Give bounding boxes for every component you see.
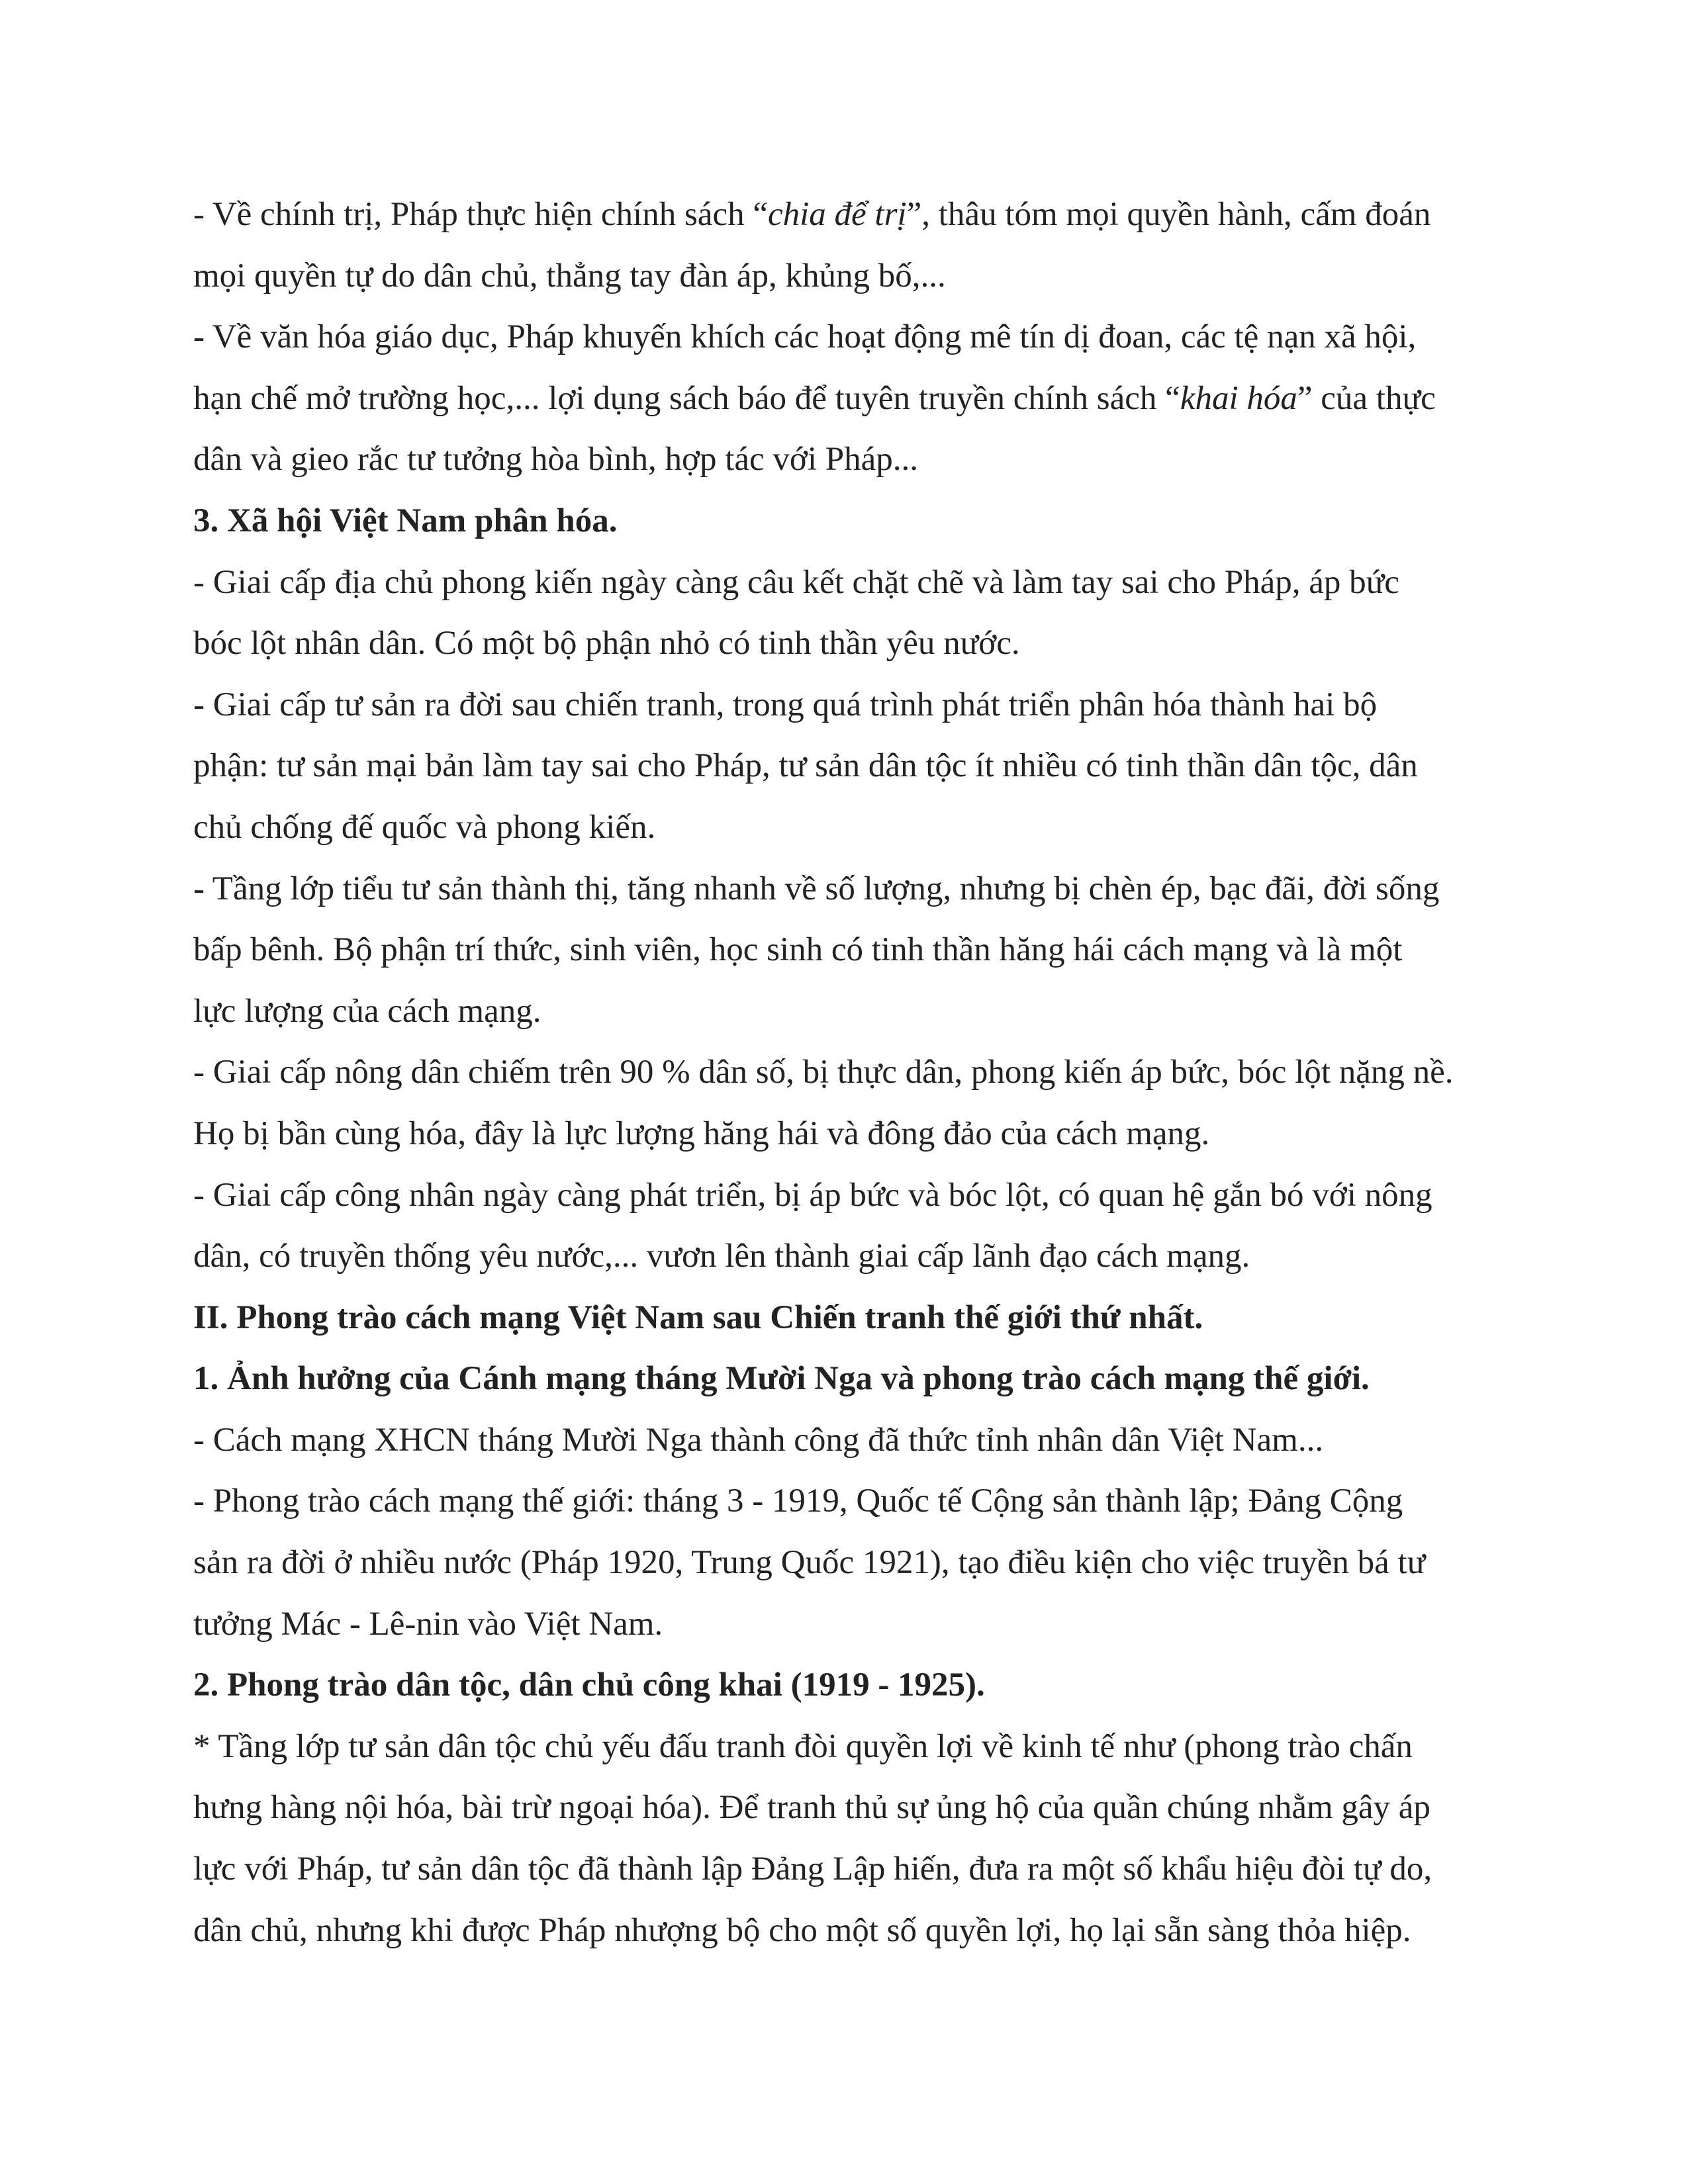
line-text: * Tầng lớp tư sản dân tộc chủ yếu đấu tranh đòi quyền lợi về kinh tế như (phong trào chấn bbox=[193, 1727, 1413, 1765]
line-text: - Về chính trị, Pháp thực hiện chính sách “ bbox=[193, 196, 768, 233]
text-line-28 bbox=[193, 1839, 1501, 1900]
line-text: hạn chế mở trường học,... lợi dụng sách báo để tuyên truyền chính sách “ bbox=[193, 379, 1180, 417]
line-text: 2. Phong trào dân tộc, dân chủ công khai (1919 - 1925). bbox=[193, 1666, 985, 1704]
line-text: - Tầng lớp tiểu tư sản thành thị, tăng nhanh về số lượng, nhưng bị chèn ép, bạc đãi, đời sống bbox=[193, 870, 1440, 907]
line-text: tưởng Mác - Lê-nin vào Việt Nam. bbox=[193, 1605, 663, 1643]
section-heading-20 bbox=[193, 1348, 1501, 1410]
line-text: bấp bênh. Bộ phận trí thức, sinh viên, học sinh có tinh thần hăng hái cách mạng và là một bbox=[193, 931, 1403, 969]
line-text: hưng hàng nội hóa, bài trừ ngoại hóa). Để tranh thủ sự ủng hộ của quần chúng nhằm gây áp bbox=[193, 1789, 1430, 1827]
line-text: phận: tư sản mại bản làm tay sai cho Pháp, tư sản dân tộc ít nhiều có tinh thần dân tộc, dân bbox=[193, 747, 1418, 785]
line-text: Họ bị bần cùng hóa, đây là lực lượng hăng hái và đông đảo của cách mạng. bbox=[193, 1115, 1210, 1152]
line-text: dân chủ, nhưng khi được Pháp nhượng bộ cho một số quyền lợi, họ lại sẵn sàng thỏa hiệp. bbox=[193, 1911, 1411, 1949]
line-text: ” của thực bbox=[1297, 379, 1436, 417]
text-line-11 bbox=[193, 797, 1501, 858]
text-line-5 bbox=[193, 429, 1501, 490]
line-text: lực lượng của cách mạng. bbox=[193, 992, 541, 1030]
line-text: 1. Ảnh hưởng của Cánh mạng tháng Mười Nga và phong trào cách mạng thế giới. bbox=[193, 1360, 1370, 1398]
line-text: lực với Pháp, tư sản dân tộc đã thành lập Đảng Lập hiến, đưa ra một số khẩu hiệu đòi tự do, bbox=[193, 1850, 1432, 1888]
line-text: dân, có truyền thống yêu nước,... vươn lên thành giai cấp lãnh đạo cách mạng. bbox=[193, 1238, 1250, 1275]
text-line-24 bbox=[193, 1594, 1501, 1655]
line-text: chủ chống đế quốc và phong kiến. bbox=[193, 808, 656, 846]
line-text: - Cách mạng XHCN tháng Mười Nga thành công đã thức tỉnh nhân dân Việt Nam... bbox=[193, 1421, 1324, 1459]
text-line-7 bbox=[193, 552, 1501, 614]
section-heading-25 bbox=[193, 1655, 1501, 1716]
text-line-29 bbox=[193, 1900, 1501, 1962]
line-text: - Giai cấp nông dân chiếm trên 90 % dân số, bị thực dân, phong kiến áp bức, bóc lột nặng nề. bbox=[193, 1054, 1454, 1091]
text-line-17 bbox=[193, 1165, 1501, 1226]
line-text: - Giai cấp công nhân ngày càng phát triển, bị áp bức và bóc lột, có quan hệ gắn bó với nông bbox=[193, 1176, 1432, 1214]
line-text: - Giai cấp tư sản ra đời sau chiến tranh, trong quá trình phát triển phân hóa thành hai bộ bbox=[193, 686, 1378, 723]
text-line-22 bbox=[193, 1471, 1501, 1532]
line-text: - Về văn hóa giáo dục, Pháp khuyến khích các hoạt động mê tín dị đoan, các tệ nạn xã hội, bbox=[193, 318, 1417, 356]
line-text: mọi quyền tự do dân chủ, thẳng tay đàn áp, khủng bố,... bbox=[193, 257, 946, 295]
line-text: 3. Xã hội Việt Nam phân hóa. bbox=[193, 502, 618, 539]
section-heading-19 bbox=[193, 1287, 1501, 1349]
text-line-14 bbox=[193, 981, 1501, 1042]
section-heading-6 bbox=[193, 490, 1501, 552]
text-line-4 bbox=[193, 368, 1501, 430]
emphasis-text: chia để trị bbox=[767, 196, 907, 233]
emphasis-text: khai hóa bbox=[1180, 379, 1297, 417]
text-line-8 bbox=[193, 613, 1501, 674]
text-line-16 bbox=[193, 1103, 1501, 1165]
text-line-23 bbox=[193, 1532, 1501, 1594]
text-line-21 bbox=[193, 1410, 1501, 1471]
text-line-13 bbox=[193, 919, 1501, 981]
line-text: bóc lột nhân dân. Có một bộ phận nhỏ có tinh thần yêu nước. bbox=[193, 625, 1020, 662]
text-line-2 bbox=[193, 246, 1501, 307]
text-line-1 bbox=[193, 184, 1501, 246]
text-line-18 bbox=[193, 1226, 1501, 1287]
line-text: ”, thâu tóm mọi quyền hành, cấm đoán bbox=[906, 196, 1431, 233]
text-line-15 bbox=[193, 1042, 1501, 1103]
line-text: - Phong trào cách mạng thế giới: tháng 3 - 1919, Quốc tế Cộng sản thành lập; Đảng Cộng bbox=[193, 1482, 1403, 1520]
line-text: - Giai cấp địa chủ phong kiến ngày càng câu kết chặt chẽ và làm tay sai cho Pháp, áp bức bbox=[193, 563, 1399, 601]
line-text: II. Phong trào cách mạng Việt Nam sau Chiến tranh thế giới thứ nhất. bbox=[193, 1298, 1203, 1336]
text-line-9 bbox=[193, 674, 1501, 736]
line-text: dân và gieo rắc tư tưởng hòa bình, hợp tác với Pháp... bbox=[193, 441, 919, 478]
document-page bbox=[193, 184, 1501, 1961]
text-line-3 bbox=[193, 306, 1501, 368]
line-text: sản ra đời ở nhiều nước (Pháp 1920, Trung Quốc 1921), tạo điều kiện cho việc truyền bá tư bbox=[193, 1544, 1426, 1582]
text-line-12 bbox=[193, 858, 1501, 920]
text-line-26 bbox=[193, 1716, 1501, 1778]
text-line-10 bbox=[193, 735, 1501, 797]
text-line-27 bbox=[193, 1777, 1501, 1839]
